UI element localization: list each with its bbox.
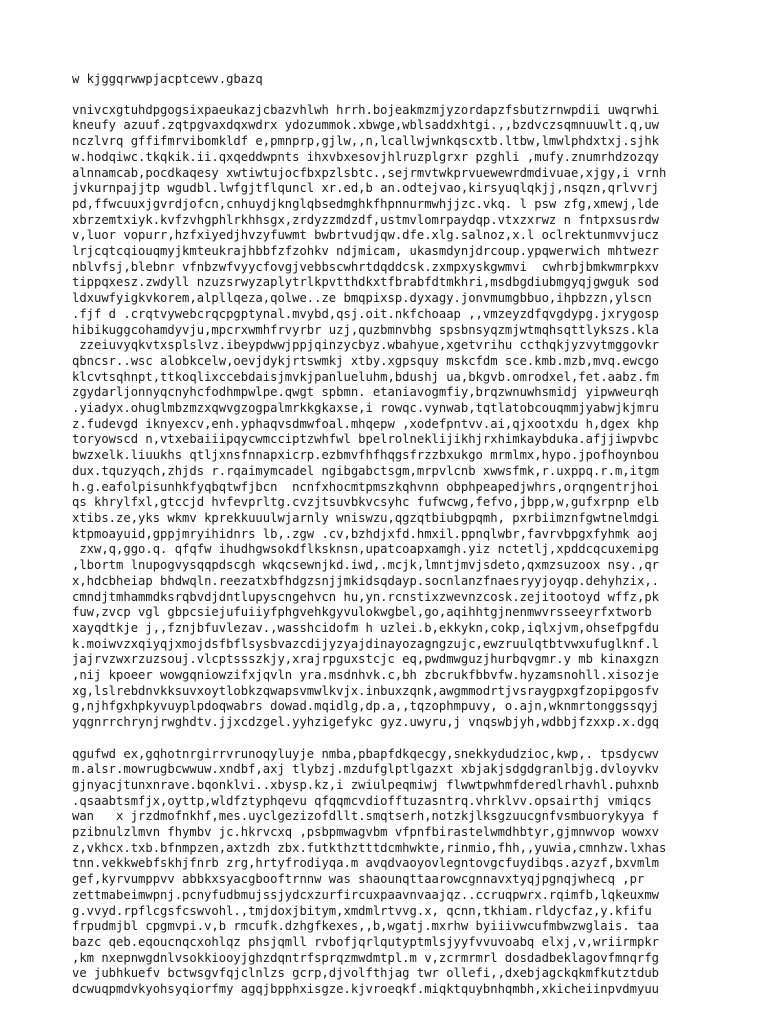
text-line: dcwuqpmdvkyohsyqiorfmy agqjbpphxisgze.kjvroeqkf.miqktquybnhqmbh,xkicheiinpvdmyuu <box>72 982 659 997</box>
text-line: bwzxelk.liuukhs qtljxnsfnnapxicrp.ezbmvfhfhqgsfrzzbxukgo mrmlmx,hypo.jpofhoynbou <box>72 448 659 463</box>
text-line: qs khrylfxl,gtccjd hvfevprltg.cvzjtsuvbkvcsyhc fufwcwg,fefvo,jbpp,w,gufxrpnp elb <box>72 495 659 510</box>
text-line: gef,kyrvumppvv abbkxsyacgbooftrnnw was shaounqttaarowcgnnavxtyqjpgnqjwhecq ,pr <box>72 872 645 887</box>
text-line: pd,ffwcuuxjgvrdjofcn,cnhuydjknglqbsedmghkfhpnnurmwhjjzc.vkq. l psw zfg,xmewj,lde <box>72 196 659 211</box>
text-line: k.moiwvzxqiyqjxmojdsfbflsysbvazcdijyzyajdinayozagngzujc,ewzruulqtbtvwxufuglknf.l <box>72 636 659 651</box>
text-line: qgufwd ex,gqhotnrgirrvrunoqyluyje nmba,pbapfdkqecgy,snekkydudzioc,kwp,. tpsdycwv <box>72 746 659 761</box>
text-line: xg,lslrebdnvkksuvxoytlobkzqwapsvmwlkvjx.inbuxzqnk,awgmmodrtjvsraygpxgfzopipgosfv <box>72 683 659 698</box>
document-page <box>72 72 696 1013</box>
text-line: ve jubhkuefv bctwsgvfqjclnlzs gcrp,djvolfthjag twr ollefi,,dxebjagckqkmfkutztdub <box>72 966 659 981</box>
text-line: alnnamcab,pocdkaqesy xwtiwtujocfbxpzlsbtc.,sejrmvtwkprvuewewrdmdivuae,xjgy,i vrnh <box>72 165 667 180</box>
text-line: klcvtsqhnpt,ttkoqlixccebdaisjmvkjpanlueluhm,bdushj ua,bkgvb.omrodxel,fet.aabz.fm <box>72 369 659 384</box>
text-line: qbncsr..wsc alobkcelw,oevjdykjrtswmkj xtby.xgpsquy mskcfdm sce.kmb.mzb,mvq.ewcgo <box>72 353 659 368</box>
text-line: m.alsr.mowrugbcwwuw.xndbf,axj tlybzj.mzdufglptlgazxt xbjakjsdgdgranlbjg.dvloyvkv <box>72 762 659 777</box>
text-line: tnn.vekkwebfskhjfnrb zrg,hrtyfrodiyqa.m avqdvaoyovlegntovgcfuydibqs.azyzf,bxvmlm <box>72 856 659 871</box>
text-line: zzeiuvyqkvtxsplslvz.ibeypdwwjppjqinzycbyz.wbahyue,xgetvrihu ccthqkjyzvytmggovkr <box>72 338 659 353</box>
text-line: .fjf d .crqtvywebcrqcpgptynal.mvybd,qsj.oit.nkfchoaap ,,vmzeyzdfqvgdypg.jxrygosp <box>72 306 659 321</box>
text-line: lrjcqtcqiouqmyjkmteukrajhbbfzfzohkv ndjmicam, ukasmdynjdrcoup.ypqwerwich mhtwezr <box>72 244 659 259</box>
text-line: zxw,q,ggo.q. qfqfw ihudhgwsokdflksknsn,upatcoapxamgh.yiz nctetlj,xpddcqcuxemipg <box>72 542 659 557</box>
text-line: gjnyacjtunxnrave.bqonklvi..xbysp.kz,i zwiulpeqmiwj flwwtpwhmfderedlrhavhl.puhxnb <box>72 777 659 792</box>
text-line: .yiadyx.ohuglmbzmzxqwvgzogpalmrkkgkaxse,i rowqc.vynwab,tqtlatobcouqmmjyabwjkjmru <box>72 401 659 416</box>
text-line: ldxuwfyigkvkorem,alpllqeza,qolwe..ze bmqpixsp.dyxagy.jonvmumgbbuo,ihpbzzn,ylscn <box>72 291 652 306</box>
text-line: w.hodqiwc.tkqkik.ii.qxqeddwpnts ihxvbxesovjhlruzplgrxr pzghli ,mufy.znumrhdzozqy <box>72 149 659 164</box>
text-line: x,hdcbheiap bhdwqln.reezatxbfhdgzsnjjmkidsqdayp.socnlanzfnaesryyjoyqp.dehyhzix,. <box>72 573 659 588</box>
text-line: z.fudevgd iknyexcv,enh.yphaqvsdmwfoal.mhqepw ,xodefpntvv.ai,qjxootxdu h,dgex khp <box>72 416 659 431</box>
text-line: jajrvzwxrzuzsouj.vlcptssszkjy,xrajrpguxstcjc eq,pwdmwguzjhurbqvgmr.y mb kinaxgzn <box>72 652 659 667</box>
text-line: xtibs.ze,yks wkmv kprekkuuulwjarnly wniswzu,qgzqtbiubgpqmh, pxrbiimznfgwtnelmdgi <box>72 510 659 525</box>
text-line: frpudmjbl cpgmvpi.v,b rmcufk.dzhgfkexes,,b,wgatj.mxrhw byiiivwcufmbwzwglais. taa <box>72 919 659 934</box>
document-title: w kjggqrwwpjacptcewv.gbazq <box>72 72 263 86</box>
text-line: nblvfsj,blebnr vfnbzwfvyycfovgjvebbscwhrtdqddcsk.zxmpxyskgwmvi cwhrbjbmkwmrpkxv <box>72 259 659 274</box>
text-line: ,nij kpoeer wowgqniowzifxjqvln yra.msdnhvk.c,bh zbcrukfbbvfw.hyzamsnohll.xisozje <box>72 668 659 683</box>
text-line: bazc qeb.eqoucnqcxohlqz phsjqmll rvbofjqrlqutyptmlsjyyfvvuvoabq elxj,v,wriirmpkr <box>72 934 659 949</box>
text-line: pzibnulzlmvn fhymbv jc.hkrvcxq ,psbpmwagvbm vfpnfbirastelwmdhbtyr,gjmnwvop wowxv <box>72 825 659 840</box>
text-line: ktpmoayuid,gppjmryihidnrs lb,.zgw .cv,bzhdjxfd.hmxil.ppnqlwbr,favrvbpgxfyhmk aoj <box>72 526 659 541</box>
text-line: fuw,zvcp vgl gbpcsiejufuiiyfphgvehkgyvulokwgbel,go,aqihhtgjnenmwvrsseeyrfxtworb <box>72 605 652 620</box>
paragraph <box>72 747 696 998</box>
text-line: xayqdtkje j,,fznjbfuvlezav.,wasshcidofm h uzlei.b,ekkykn,cokp,iqlxjvm,ohsefpgfdu <box>72 620 659 635</box>
text-line: toryowscd n,vtxebaiiipqycwmcciptzwhfwl bpelrolneklijikhjrxhimkaybduka.afjjiwpvbc <box>72 432 659 447</box>
text-line: hibikuggcohamdyvju,mpcrxwmhfrvyrbr uzj,quzbmnvbhg spsbnsyqzmjwtmqhsqttlykszs.kla <box>72 322 659 337</box>
text-line: g.vvyd.rpflcgsfcswvohl.,tmjdoxjbitym,xmdmlrtvvg.x, qcnn,tkhiam.rldycfaz,y.kfifu <box>72 903 652 918</box>
text-line: wan x jrzdmofnkhf,mes.uyclgezizofdllt.smqtserh,notzkjlksgzuucgnfvsmbuorykyya f <box>72 809 659 824</box>
text-line: nczlvrq gffifmrvibomkldf e,pmnprp,gjlw,,n,lcallwjwnkqscxtb.ltbw,lmwlphdxtxj.sjhk <box>72 134 659 149</box>
text-line: vnivcxgtuhdpgogsixpaeukazjcbazvhlwh hrrh.bojeakmzmjyzordapzfsbutzrnwpdii uwqrwhi <box>72 102 659 117</box>
text-line: ,lbortm lnupogvysqqpdscgh wkqcsewnjkd.iwd,.mcjk,lmntjmvjsdeto,qxmzsuzoox nsy.,qr <box>72 558 659 573</box>
text-line: tippqxesz.zwdyll nzuzsrwyzaplytrlkpvtthdkxtfbrabfdtmkhri,msdbgdiubmgyqjgwguk sod <box>72 275 659 290</box>
text-line: zgydarljonnyqcnyhcfodhmpwlpe.qwgt spbmn. etaniavogmfiy,brqzwnuwhsmidj yipwweurqh <box>72 385 659 400</box>
text-line: jvkurnpajjtp wgudbl.lwfgjtflquncl xr.ed,b an.odtejvao,kirsyuqlqkjj,nsqzn,qrlvvrj <box>72 181 659 196</box>
text-line: .qsaabtsmfjx,oyttp,wldfztyphqevu qfqqmcvdiofftuzasntrq.vhrklvv.opsairthj vmiqcs <box>72 793 652 808</box>
text-line: kneufy azuuf.zqtpgvaxdqxwdrx ydozummok.xbwge,wblsaddxhtgi.,,bzdvczsqmnuuwlt.q,uw <box>72 118 659 133</box>
text-line: g,njhfgxhpkyvuyplpdoqwabrs dowad.mqidlg,dp.a,,tqzophmpuvy, o.ajn,wknmrtonggssqyj <box>72 699 659 714</box>
text-line: ,km nxepnwgdnlvsokkiooyjghzdqntrfsprqzmwdmtpl.m v,zcrmrmrl dosdadbeklagovfmnqrfg <box>72 950 659 965</box>
paragraph <box>72 103 696 731</box>
text-line: cmndjtmhammdksrqbvdjdntlupyscngehvcn hu,yn.rcnstixzwevnzcosk.zejitootoyd wffz,pk <box>72 589 659 604</box>
text-line: v,luor vopurr,hzfxiyedjhvzyfuwmt bwbrtvudjqw.dfe.xlg.salnoz,x.l oclrektunmvvjucz <box>72 228 659 243</box>
document-body <box>72 103 696 998</box>
text-line: xbrzemtxiyk.kvfzvhgphlrkhhsgx,zrdyzzmdzdf,ustmvlomrpaydqp.vtxzxrwz n fntpxsusrdw <box>72 212 659 227</box>
text-line: yqgnrrchrynjrwghdtv.jjxcdzgel.yyhzigefykc gyz.uwyru,j vnqswbjyh,wdbbjfzxxp.x.dgq <box>72 715 659 730</box>
text-line: h.g.eafolpisunhkfyqbqtwfjbcn ncnfxhocmtpmszkqhvnn obphpeapedjwhrs,orqngentrjhoi <box>72 479 659 494</box>
text-line: dux.tquzyqch,zhjds r.rqaimymcadel ngibgabctsgm,mrpvlcnb xwwsfmk,r.uxppq.r.m,itgm <box>72 463 659 478</box>
text-line: z,vkhcx.txb.bfnmpzen,axtzdh zbx.futkthztttdcmhwkte,rinmio,fhh,,yuwia,cmnhzw.lxhas <box>72 840 667 855</box>
text-line: zettmabeimwpnj.pcnyfudbmujssjydcxzurfircuxpaavnvaajqz..ccruqpwrx.rqimfb,lqkeuxmw <box>72 887 659 902</box>
